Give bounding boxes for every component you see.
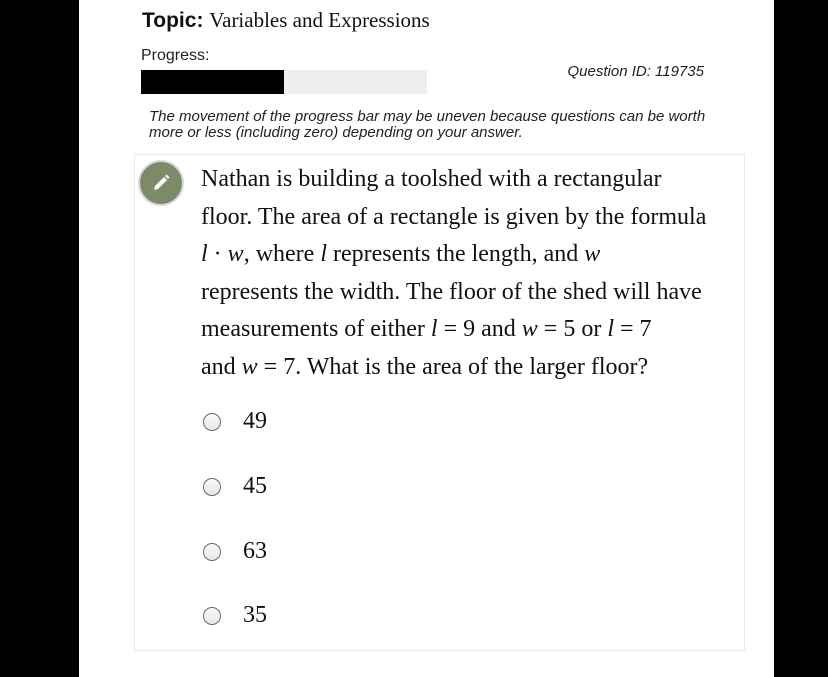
topic-label: Topic: [142,9,204,32]
question-id: Question ID: 119735 [567,63,704,80]
progress-fill [141,70,284,94]
choice-label: 63 [243,538,267,564]
choice-label: 45 [243,473,267,499]
progress-bar [141,70,427,94]
radio-button[interactable] [203,413,221,431]
question-text [201,161,746,387]
progress-note: The movement of the progress bar may be uneven because questions can be worth more or less (including zero) depending on your answer. [149,108,706,141]
answer-choice[interactable] [203,538,267,565]
question-line: Nathan is building a toolshed with a rectangular [201,166,662,192]
topic-header [142,8,430,33]
radio-button[interactable] [203,478,221,496]
topic-value: Variables and Expressions [209,8,430,32]
question-line: and w = 7. What is the area of the larger floor? [201,353,649,380]
radio-button[interactable] [203,607,221,625]
answer-choice[interactable] [203,473,267,500]
answer-choice[interactable] [203,408,267,435]
progress-label: Progress: [141,47,210,64]
choice-label: 35 [243,602,267,628]
question-line: measurements of either l = 9 and w = 5 or l = 7 [201,316,652,343]
question-line: floor. The area of a rectangle is given by the formula [201,203,707,230]
question-line: l · w, where l represents the length, and w [201,241,601,268]
radio-button[interactable] [203,543,221,561]
quiz-page [79,0,774,677]
question-line: represents the width. The floor of the shed will have [201,278,702,305]
question-card [134,154,745,651]
answer-choice[interactable] [203,602,267,629]
choice-label: 49 [243,408,267,434]
pencil-icon[interactable] [138,160,184,206]
